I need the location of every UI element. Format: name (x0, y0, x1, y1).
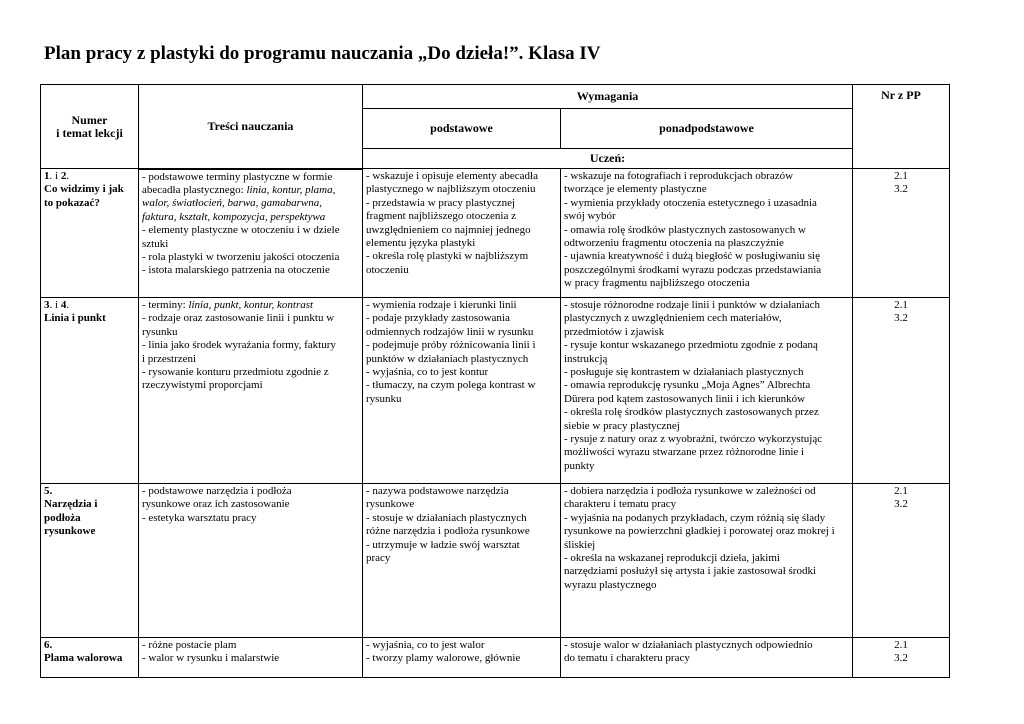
header-podstawowe: podstawowe (363, 109, 561, 149)
header-uczen: Uczeń: (363, 149, 853, 169)
pp-cell: 2.1 3.2 (853, 638, 950, 678)
lesson-plan-table (40, 84, 950, 678)
advanced-requirements-cell: - stosuje różnorodne rodzaje linii i punktów w działaniach plastycznych z uwzględnieniem cech materiałów, przedmiotów i zjawisk - rysuje kontur wskazanego przedmiotu zgodnie z podaną instrukcją - posługuje się kontrastem w działaniach plastycznych - omawia reprodukcję rysunku „Moja Agnes” Albrechta Dürera pod kątem zastosowanych linii i ich kierunków - określa rolę środków plastycznych zastosowanych przez siebie w pracy plastycznej - rysuje z natury oraz z wyobraźni, twórczo wykorzystując możliwości wyrazu stwarzane przez różnorodne linie i punkty (561, 298, 853, 484)
lesson-number-topic: 1. i 2. Co widzimy i jak to pokazać? (41, 169, 139, 298)
basic-requirements-cell: - nazywa podstawowe narzędzia rysunkowe - stosuje w działaniach plastycznych różne narzędzia i podłoża rysunkowe - utrzymuje w ładzie swój warsztat pracy (363, 484, 561, 638)
lesson-number-topic: 3. i 4. Linia i punkt (41, 298, 139, 484)
header-numer: Numer i temat lekcji (41, 85, 139, 169)
content-cell: - terminy: linia, punkt, kontur, kontrast - rodzaje oraz zastosowanie linii i punktu w rysunku - linia jako środek wyrażania formy, faktury i przestrzeni - rysowanie konturu przedmiotu zgodnie z rzeczywistymi proporcjami (139, 298, 363, 484)
header-ponadpodstawowe: ponadpodstawowe (561, 109, 853, 149)
basic-requirements-cell: - wyjaśnia, co to jest walor - tworzy plamy walorowe, głównie (363, 638, 561, 678)
table-row (41, 169, 950, 298)
advanced-requirements-cell: - wskazuje na fotografiach i reprodukcjach obrazów tworzące je elementy plastyczne - wymienia przykłady otoczenia estetycznego i uzasadnia swój wybór - omawia rolę środków plastycznych zastosowanych w odtworzeniu fragmentu otoczenia na płaszczyźnie - ujawnia kreatywność i dużą biegłość w posługiwaniu się poszczególnymi środkami wyrazu podczas przedstawiania w pracy fragmentu najbliższego otoczenia (561, 169, 853, 298)
header-wymagania: Wymagania (363, 85, 853, 109)
lesson-number-topic: 6. Plama walorowa (41, 638, 139, 678)
document-title: Plan pracy z plastyki do programu nauczania „Do dzieła!”. Klasa IV (44, 43, 601, 64)
pp-cell: 2.1 3.2 (853, 169, 950, 298)
table-row (41, 484, 950, 638)
pp-cell: 2.1 3.2 (853, 484, 950, 638)
content-cell: - różne postacie plam - walor w rysunku i malarstwie (139, 638, 363, 678)
content-cell: - podstawowe narzędzia i podłoża rysunkowe oraz ich zastosowanie - estetyka warsztatu pracy (139, 484, 363, 638)
table-row (41, 298, 950, 484)
basic-requirements-cell: - wymienia rodzaje i kierunki linii - podaje przykłady zastosowania odmiennych rodzajów linii w rysunku - podejmuje próby różnicowania linii i punktów w działaniach plastycznych - wyjaśnia, co to jest kontur - tłumaczy, na czym polega kontrast w rysunku (363, 298, 561, 484)
lesson-number-topic: 5. Narzędzia i podłoża rysunkowe (41, 484, 139, 638)
content-cell: - podstawowe terminy plastyczne w formie abecadła plastycznego: linia, kontur, plama, walor, światłocień, barwa, gamabarwna, faktura, kształt, kompozycja, perspektywa - elementy plastyczne w otoczeniu i w dziele sztuki - rola plastyki w tworzeniu jakości otoczenia - istota malarskiego patrzenia na otoczenie (139, 169, 363, 298)
table-row (41, 638, 950, 678)
header-tresci: Treści nauczania (139, 85, 363, 169)
basic-requirements-cell: - wskazuje i opisuje elementy abecadła plastycznego w najbliższym otoczeniu - przedstawia w pracy plastycznej fragment najbliższego otoczenia z uwzględnieniem co najmniej jednego elementu języka plastyki - określa rolę plastyki w najbliższym otoczeniu (363, 169, 561, 298)
pp-cell: 2.1 3.2 (853, 298, 950, 484)
advanced-requirements-cell: - dobiera narzędzia i podłoża rysunkowe w zależności od charakteru i tematu pracy - wyjaśnia na podanych przykładach, czym różnią się ślady rysunkowe na powierzchni gładkiej i porowatej oraz mokrej i śliskiej - określa na wskazanej reprodukcji dzieła, jakimi narzędziami posłużył się artysta i jakie zastosował środki wyrazu plastycznego (561, 484, 853, 638)
header-nr-pp: Nr z PP (853, 85, 950, 169)
advanced-requirements-cell: - stosuje walor w działaniach plastycznych odpowiednio do tematu i charakteru pracy (561, 638, 853, 678)
